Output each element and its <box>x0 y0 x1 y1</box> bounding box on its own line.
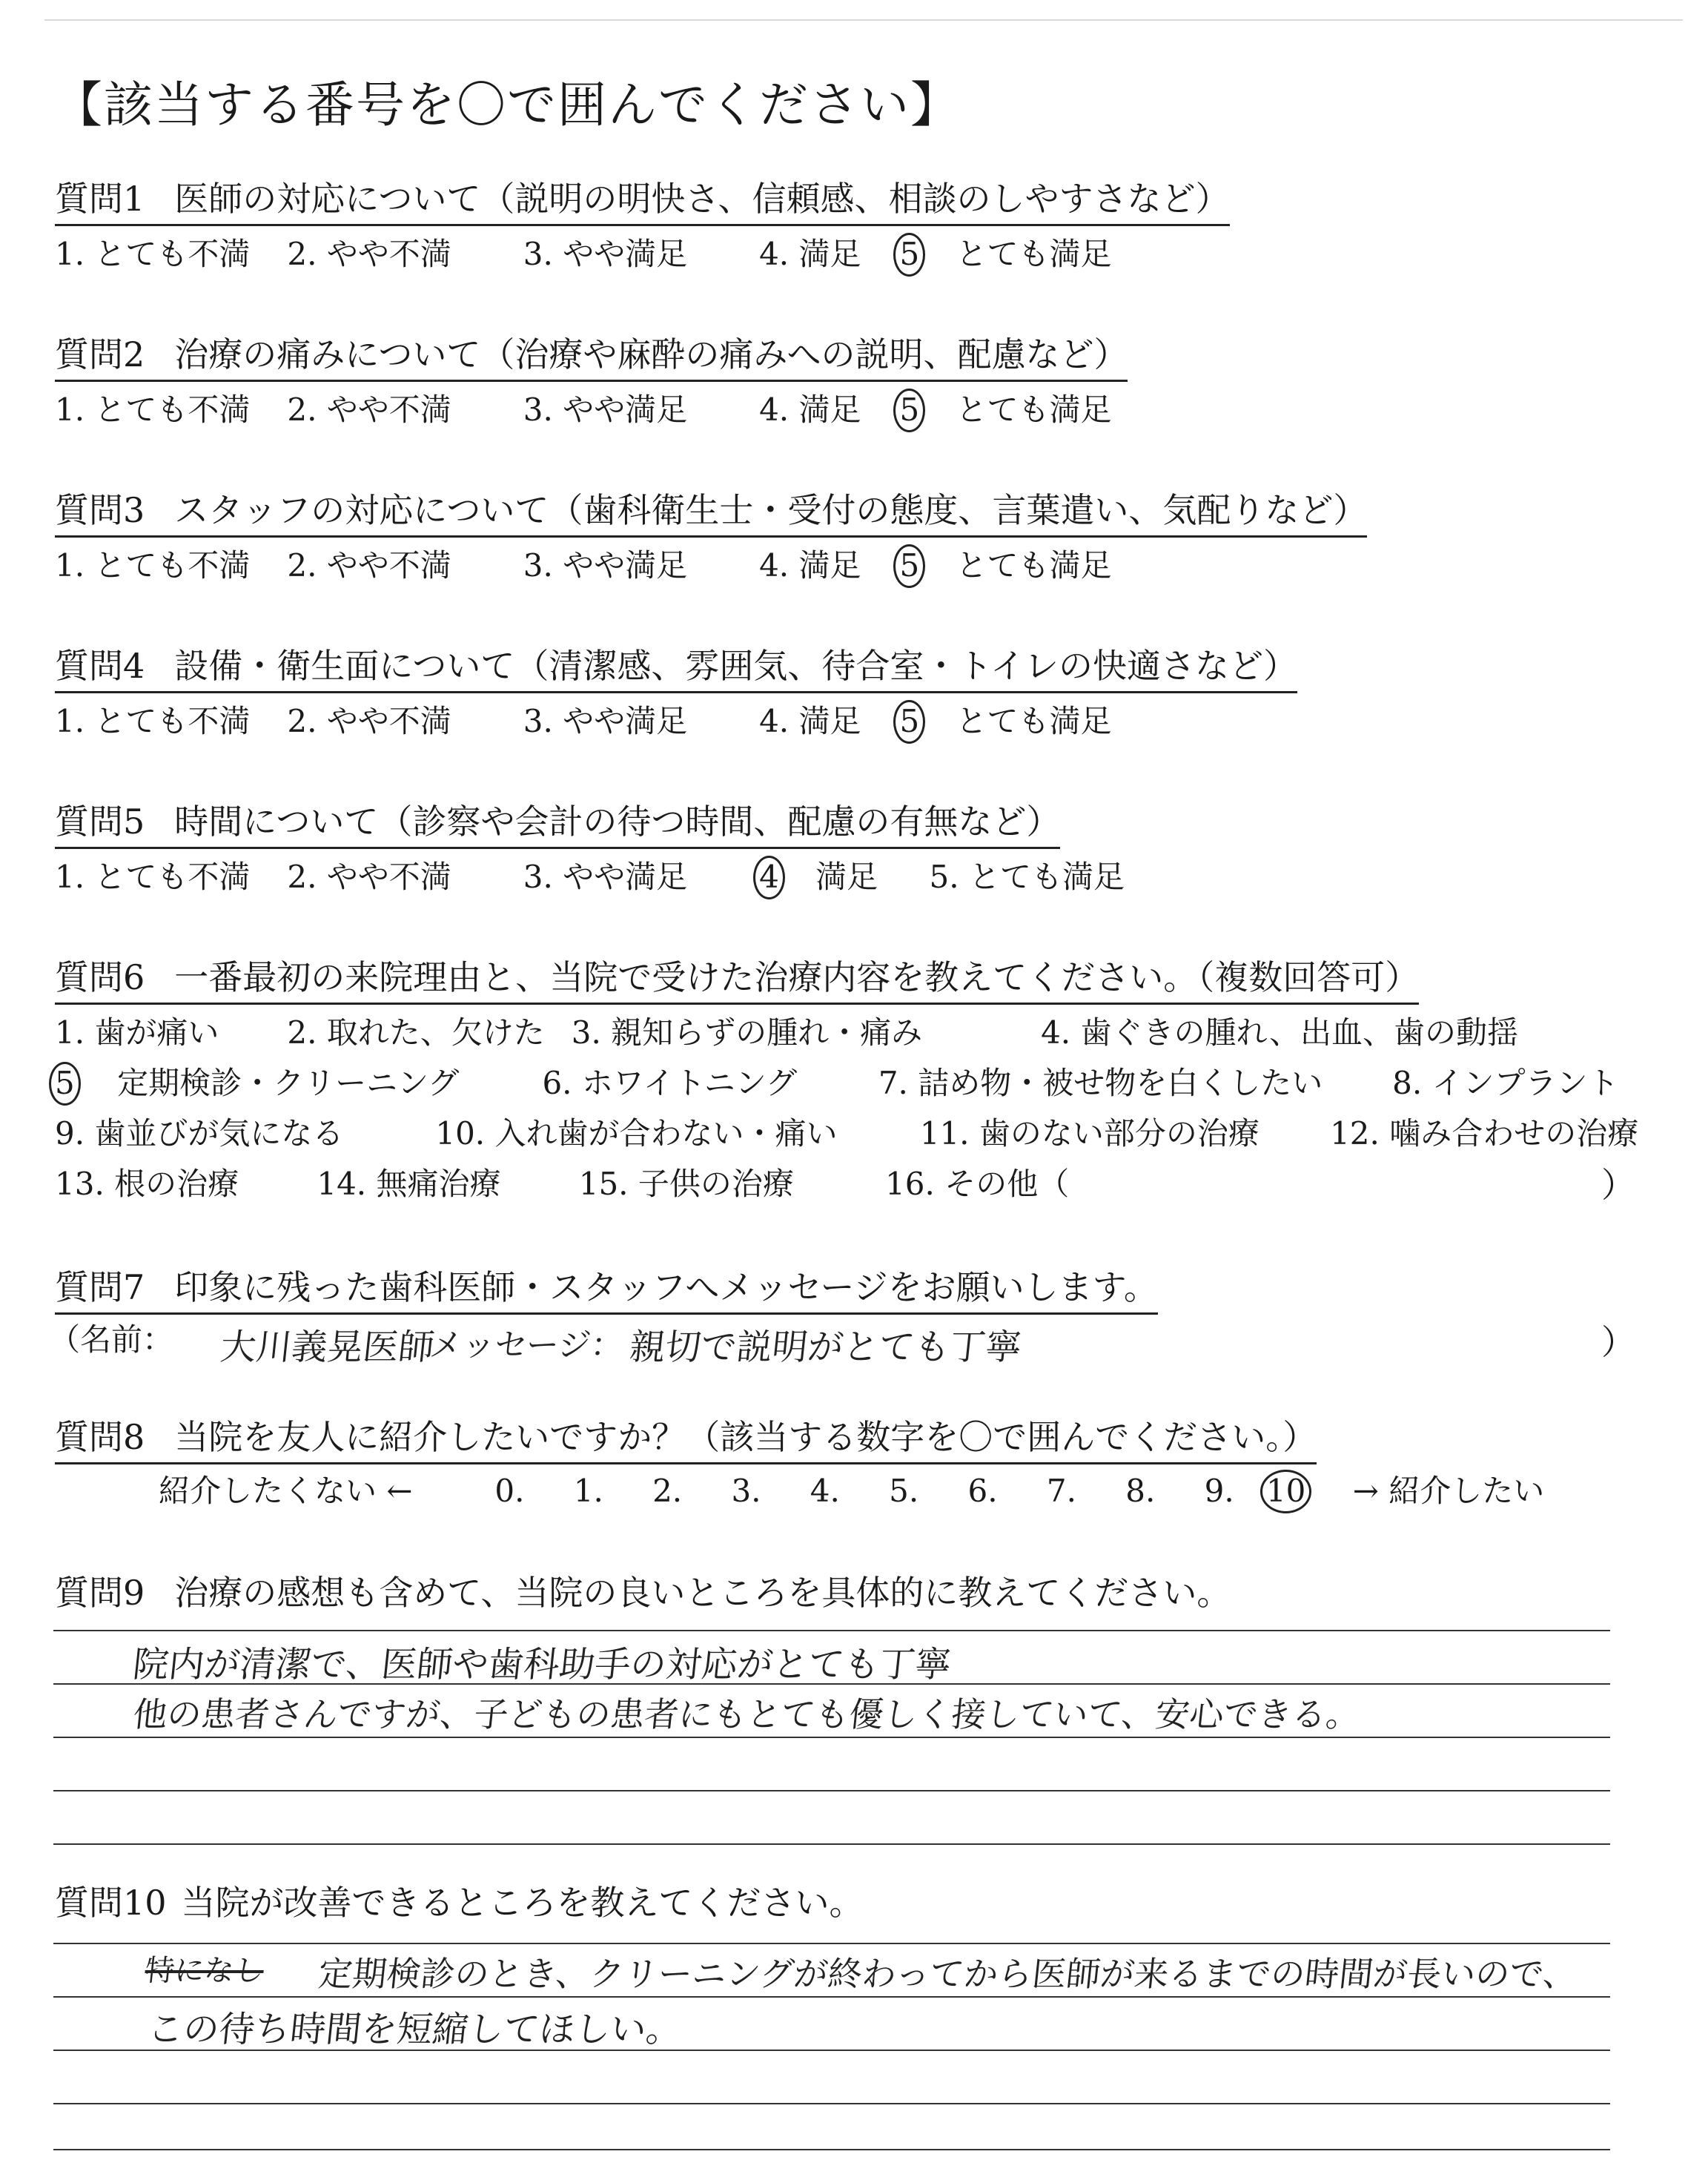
question-4-text: 設備・衛生面について（清潔感、雰囲気、待合室・トイレの快適さなど） <box>174 646 1298 686</box>
q10-answer-line-1[interactable]: 定期検診のとき、クリーニングが終わってから医師が来るまでの時間が長いので、 <box>316 1954 1580 1994</box>
question-2-text: 治療の痛みについて（治療や麻酔の痛みへの説明、配慮など） <box>174 334 1128 374</box>
question-9-label: 質問9 <box>55 1573 145 1613</box>
option[interactable]: 4. 満足 <box>759 392 861 428</box>
answer-line <box>53 1843 1610 1845</box>
scale-option[interactable]: 0. <box>494 1473 525 1509</box>
question-1-options <box>55 230 1112 274</box>
scale-option-selected[interactable]: 10 <box>1265 1473 1306 1509</box>
q7-message-label: メッセージ： <box>427 1327 626 1364</box>
option[interactable]: 5. とても満足 <box>929 859 1125 895</box>
option[interactable]: 10. 入れ歯が合わない・痛い <box>435 1115 838 1152</box>
option[interactable]: 4. 歯ぐきの腫れ、出血、歯の動揺 <box>1041 1014 1519 1051</box>
scale-option[interactable]: 4. <box>810 1473 840 1509</box>
q10-answer-line-2[interactable]: この待ち時間を短縮してほしい。 <box>145 2009 684 2050</box>
option[interactable]: 7. 詰め物・被せ物を白くしたい <box>878 1065 1323 1101</box>
option-selected[interactable]: 4 <box>759 859 779 895</box>
question-4 <box>55 639 1297 693</box>
scale-option[interactable]: 6. <box>967 1473 998 1509</box>
scale-option[interactable]: 2. <box>652 1473 683 1509</box>
other-close-paren: ） <box>1601 1165 1635 1205</box>
option[interactable]: 3. やや満足 <box>523 547 688 584</box>
option[interactable]: 1. 歯が痛い <box>55 1014 219 1051</box>
question-2-options <box>55 386 1112 430</box>
option[interactable]: 1. とても不満 <box>55 703 251 739</box>
scale-right-label: → 紹介したい <box>1352 1473 1545 1509</box>
option[interactable]: 3. やや満足 <box>523 392 688 428</box>
question-4-label: 質問4 <box>55 646 145 686</box>
scale-option[interactable]: 9. <box>1204 1473 1234 1509</box>
question-8-label: 質問8 <box>55 1417 145 1457</box>
answer-line <box>53 1943 1610 1944</box>
question-9 <box>55 1566 1231 1615</box>
question-1-text: 医師の対応について（説明の明快さ、信頼感、相談のしやすさなど） <box>174 179 1230 219</box>
option[interactable]: 3. やや満足 <box>523 236 688 272</box>
q7-name-label: （名前： <box>49 1321 174 1358</box>
question-5 <box>55 795 1060 849</box>
option-selected[interactable]: 5 <box>899 703 920 739</box>
scale-option[interactable]: 8. <box>1125 1473 1156 1509</box>
question-3-label: 質問3 <box>55 490 145 530</box>
question-8-text: 当院を友人に紹介したいですか？（該当する数字を〇で囲んでください。） <box>174 1417 1317 1457</box>
question-3 <box>55 483 1367 538</box>
question-6 <box>55 951 1419 1005</box>
question-2-label: 質問2 <box>55 334 145 374</box>
option[interactable]: 4. 満足 <box>759 236 861 272</box>
question-6-row-3 <box>55 1109 1638 1154</box>
answer-line <box>53 1996 1610 1998</box>
option[interactable]: 14. 無痛治療 <box>317 1166 501 1202</box>
answer-line <box>53 2149 1610 2150</box>
option[interactable]: とても満足 <box>956 547 1112 584</box>
option[interactable]: 1. とても不満 <box>55 392 251 428</box>
option-selected[interactable]: 5 <box>899 392 920 428</box>
option-selected[interactable]: 5 <box>55 1065 75 1101</box>
option[interactable]: 2. やや不満 <box>287 859 451 895</box>
question-6-row-1 <box>55 1008 1518 1053</box>
page-title: 【該当する番号を〇で囲んでください】 <box>53 76 961 133</box>
option[interactable]: 4. 満足 <box>759 703 861 739</box>
question-3-text: スタッフの対応について（歯科衛生士・受付の態度、言葉遣い、気配りなど） <box>174 490 1368 530</box>
option[interactable]: 2. やや不満 <box>287 236 451 272</box>
question-2 <box>55 328 1128 382</box>
question-9-text: 治療の感想も含めて、当院の良いところを具体的に教えてください。 <box>174 1573 1231 1613</box>
option[interactable]: とても満足 <box>956 236 1112 272</box>
top-border <box>44 19 1683 21</box>
question-7-text: 印象に残った歯科医師・スタッフへメッセージをお願いします。 <box>174 1267 1158 1307</box>
question-6-label: 質問6 <box>55 957 145 997</box>
question-5-label: 質問5 <box>55 802 145 842</box>
option[interactable]: 3. 親知らずの腫れ・痛み <box>571 1014 923 1051</box>
option[interactable]: 満足 <box>815 859 878 895</box>
option[interactable]: 1. とても不満 <box>55 859 251 895</box>
option[interactable]: 12. 噛み合わせの治療 <box>1330 1115 1639 1152</box>
question-5-options <box>55 853 1125 897</box>
option[interactable]: 3. やや満足 <box>523 859 688 895</box>
answer-line <box>53 1737 1610 1738</box>
answer-line <box>53 2103 1610 2104</box>
q7-name-value[interactable]: 大川義晃医師 <box>218 1327 437 1368</box>
option[interactable]: 1. とても不満 <box>55 236 251 272</box>
option[interactable]: 2. やや不満 <box>287 547 451 584</box>
option[interactable]: 9. 歯並びが気になる <box>55 1115 344 1152</box>
option[interactable]: 6. ホワイトニング <box>542 1065 798 1101</box>
option[interactable]: 4. 満足 <box>759 547 861 584</box>
q10-struck-text: 特になし <box>143 1954 266 1988</box>
question-10-text: 当院が改善できるところを教えてください。 <box>181 1883 864 1923</box>
option[interactable]: 2. 取れた、欠けた <box>287 1014 545 1051</box>
question-8-scale <box>159 1467 1544 1511</box>
option[interactable]: 2. やや不満 <box>287 392 451 428</box>
question-10-label: 質問10 <box>55 1883 167 1923</box>
option[interactable]: 13. 根の治療 <box>55 1166 239 1202</box>
option-selected[interactable]: 5 <box>899 236 920 272</box>
answer-line <box>53 1630 1610 1631</box>
question-6-text: 一番最初の来院理由と、当院で受けた治療内容を教えてください。（複数回答可） <box>174 957 1420 997</box>
option[interactable]: 2. やや不満 <box>287 703 451 739</box>
scale-left-label: 紹介したくない ← <box>159 1473 413 1509</box>
option[interactable]: 15. 子供の治療 <box>578 1166 794 1202</box>
question-7 <box>55 1261 1158 1315</box>
question-6-row-4 <box>55 1160 1069 1204</box>
option[interactable]: 8. インプラント <box>1392 1065 1619 1101</box>
option[interactable]: 11. 歯のない部分の治療 <box>919 1115 1260 1152</box>
question-1 <box>55 172 1230 226</box>
q7-message-value[interactable]: 親切で説明がとても丁寧 <box>627 1327 1024 1368</box>
question-7-label: 質問7 <box>55 1267 145 1307</box>
option[interactable]: とても満足 <box>956 703 1112 739</box>
option[interactable]: 3. やや満足 <box>523 703 688 739</box>
question-6-row-2 <box>55 1059 1619 1103</box>
q9-answer-line-2[interactable]: 他の患者さんですが、子どもの患者にもとても優しく接していて、安心できる。 <box>130 1694 1363 1734</box>
option[interactable]: とても満足 <box>956 392 1112 428</box>
scale-option[interactable]: 3. <box>731 1473 761 1509</box>
question-5-text: 時間について（診察や会計の待つ時間、配慮の有無など） <box>174 802 1061 842</box>
option[interactable]: 1. とても不満 <box>55 547 251 584</box>
scale-option[interactable]: 7. <box>1046 1473 1076 1509</box>
scale-option[interactable]: 5. <box>889 1473 919 1509</box>
question-10 <box>55 1876 864 1925</box>
q7-close-paren: ） <box>1601 1322 1635 1362</box>
question-4-options <box>55 697 1112 742</box>
scale-option[interactable]: 1. <box>573 1473 603 1509</box>
q9-answer-line-1[interactable]: 院内が清潔で、医師や歯科助手の対応がとても丁寧 <box>130 1644 953 1685</box>
answer-line <box>53 1790 1610 1791</box>
question-8 <box>55 1410 1317 1464</box>
question-3-options <box>55 541 1112 586</box>
option-selected[interactable]: 5 <box>899 547 920 584</box>
option[interactable]: 16. その他（ <box>885 1166 1070 1202</box>
question-1-label: 質問1 <box>55 179 145 219</box>
option[interactable]: 定期検診・クリーニング <box>117 1065 460 1101</box>
